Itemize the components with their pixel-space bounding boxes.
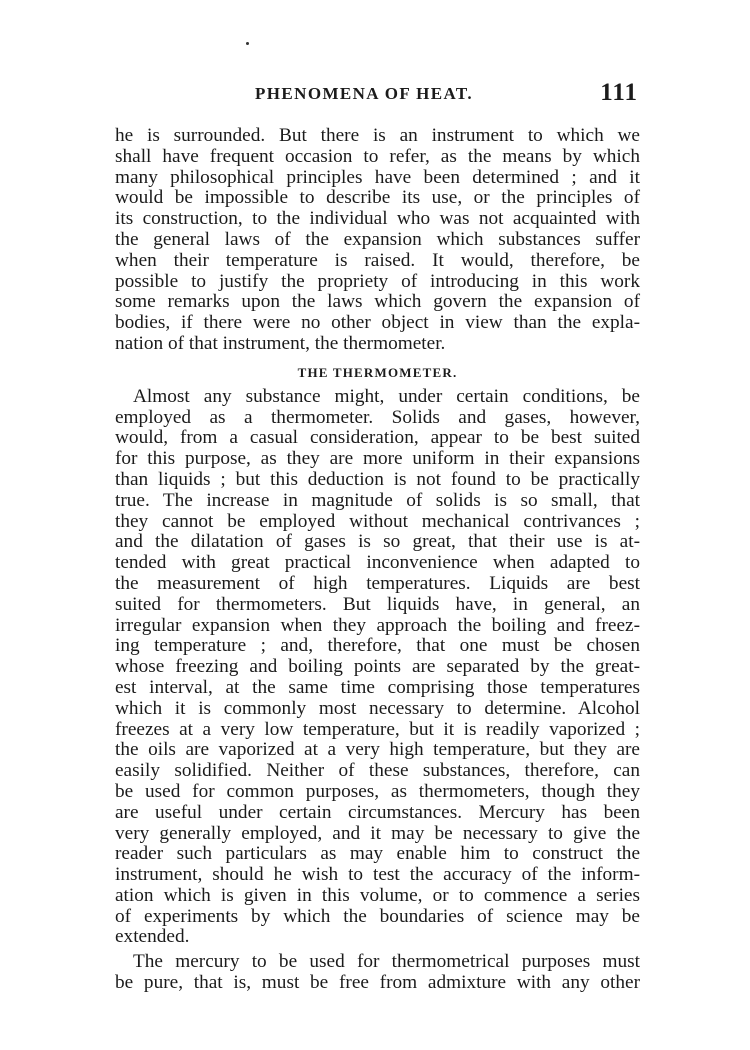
page-header (115, 79, 640, 110)
text-line: many philosophical principles have been determined ; and it (115, 166, 640, 188)
text-line: are useful under certain circumstances. Mercury has been (115, 801, 640, 823)
text-line: very generally employed, and it may be necessary to give the (115, 822, 640, 844)
text-line: employed as a thermometer. Solids and gases, however, (115, 406, 640, 428)
paragraph-3 (115, 952, 640, 994)
text-line: the general laws of the expansion which substances suffer (115, 228, 640, 250)
text-line: irregular expansion when they approach the boiling and freez- (115, 614, 640, 636)
text-line: be pure, that is, must be free from admixture with any other (115, 972, 640, 994)
text-line: they cannot be employed without mechanical contrivances ; (115, 510, 640, 532)
text-line: which it is commonly most necessary to determine. Alcohol (115, 697, 640, 719)
text-line: for this purpose, as they are more uniform in their expansions (115, 448, 640, 470)
text-line: possible to justify the propriety of introducing in this work (115, 270, 640, 292)
text-line: ation which is given in this volume, or to commence a series (115, 884, 640, 906)
text-line: than liquids ; but this deduction is not found to be practically (115, 468, 640, 490)
text-line: the measurement of high temperatures. Liquids are best (115, 572, 640, 594)
text-line: he is surrounded. But there is an instrument to which we (115, 125, 640, 146)
text-line: suited for thermometers. But liquids have, in general, an (115, 593, 640, 615)
text-line: easily solidified. Neither of these substances, therefore, can (115, 760, 640, 782)
text-line: Almost any substance might, under certain conditions, be (133, 385, 640, 407)
text-line: bodies, if there were no other object in view than the expla- (115, 312, 640, 334)
paragraph-1 (115, 126, 640, 355)
text-line: tended with great practical inconvenience when adapted to (115, 552, 640, 574)
text-line: some remarks upon the laws which govern the expansion of (115, 291, 640, 313)
page-body (115, 126, 640, 994)
text-line: the oils are vaporized at a very high temperature, but they are (115, 739, 640, 761)
text-line: nation of that instrument, the thermometer. (115, 332, 446, 354)
text-line: reader such particulars as may enable him to construct the (115, 843, 640, 865)
text-line: shall have frequent occasion to refer, as the means by which (115, 145, 640, 167)
text-line: freezes at a very low temperature, but it is readily vaporized ; (115, 718, 640, 740)
text-line: of experiments by which the boundaries of science may be (115, 905, 640, 927)
text-line: ing temperature ; and, therefore, that one must be chosen (115, 635, 640, 657)
text-line: extended. (115, 926, 190, 948)
text-line: whose freezing and boiling points are separated by the great- (115, 656, 640, 678)
section-heading: THE THERMOMETER. (297, 364, 458, 380)
text-line: when their temperature is raised. It would, therefore, be (115, 249, 640, 271)
text-line: instrument, should he wish to test the accuracy of the inform- (115, 864, 640, 886)
paragraph-2 (115, 387, 640, 949)
page-number: 111 (600, 79, 638, 106)
text-line: its construction, to the individual who was not acquainted with (115, 208, 640, 230)
running-title: PHENOMENA OF HEAT. (255, 84, 474, 103)
text-line: true. The increase in magnitude of solids is so small, that (115, 489, 640, 511)
text-line: The mercury to be used for thermometrical purposes must (133, 951, 640, 973)
text-line: est interval, at the same time comprising those temperatures (115, 676, 640, 698)
text-line: would, from a casual consideration, appear to be best suited (115, 427, 640, 449)
text-line: and the dilatation of gases is so great, that their use is at- (115, 531, 640, 553)
ink-speck (246, 42, 249, 45)
text-line: be used for common purposes, as thermometers, though they (115, 780, 640, 802)
text-line: would be impossible to describe its use, or the principles of (115, 187, 640, 209)
